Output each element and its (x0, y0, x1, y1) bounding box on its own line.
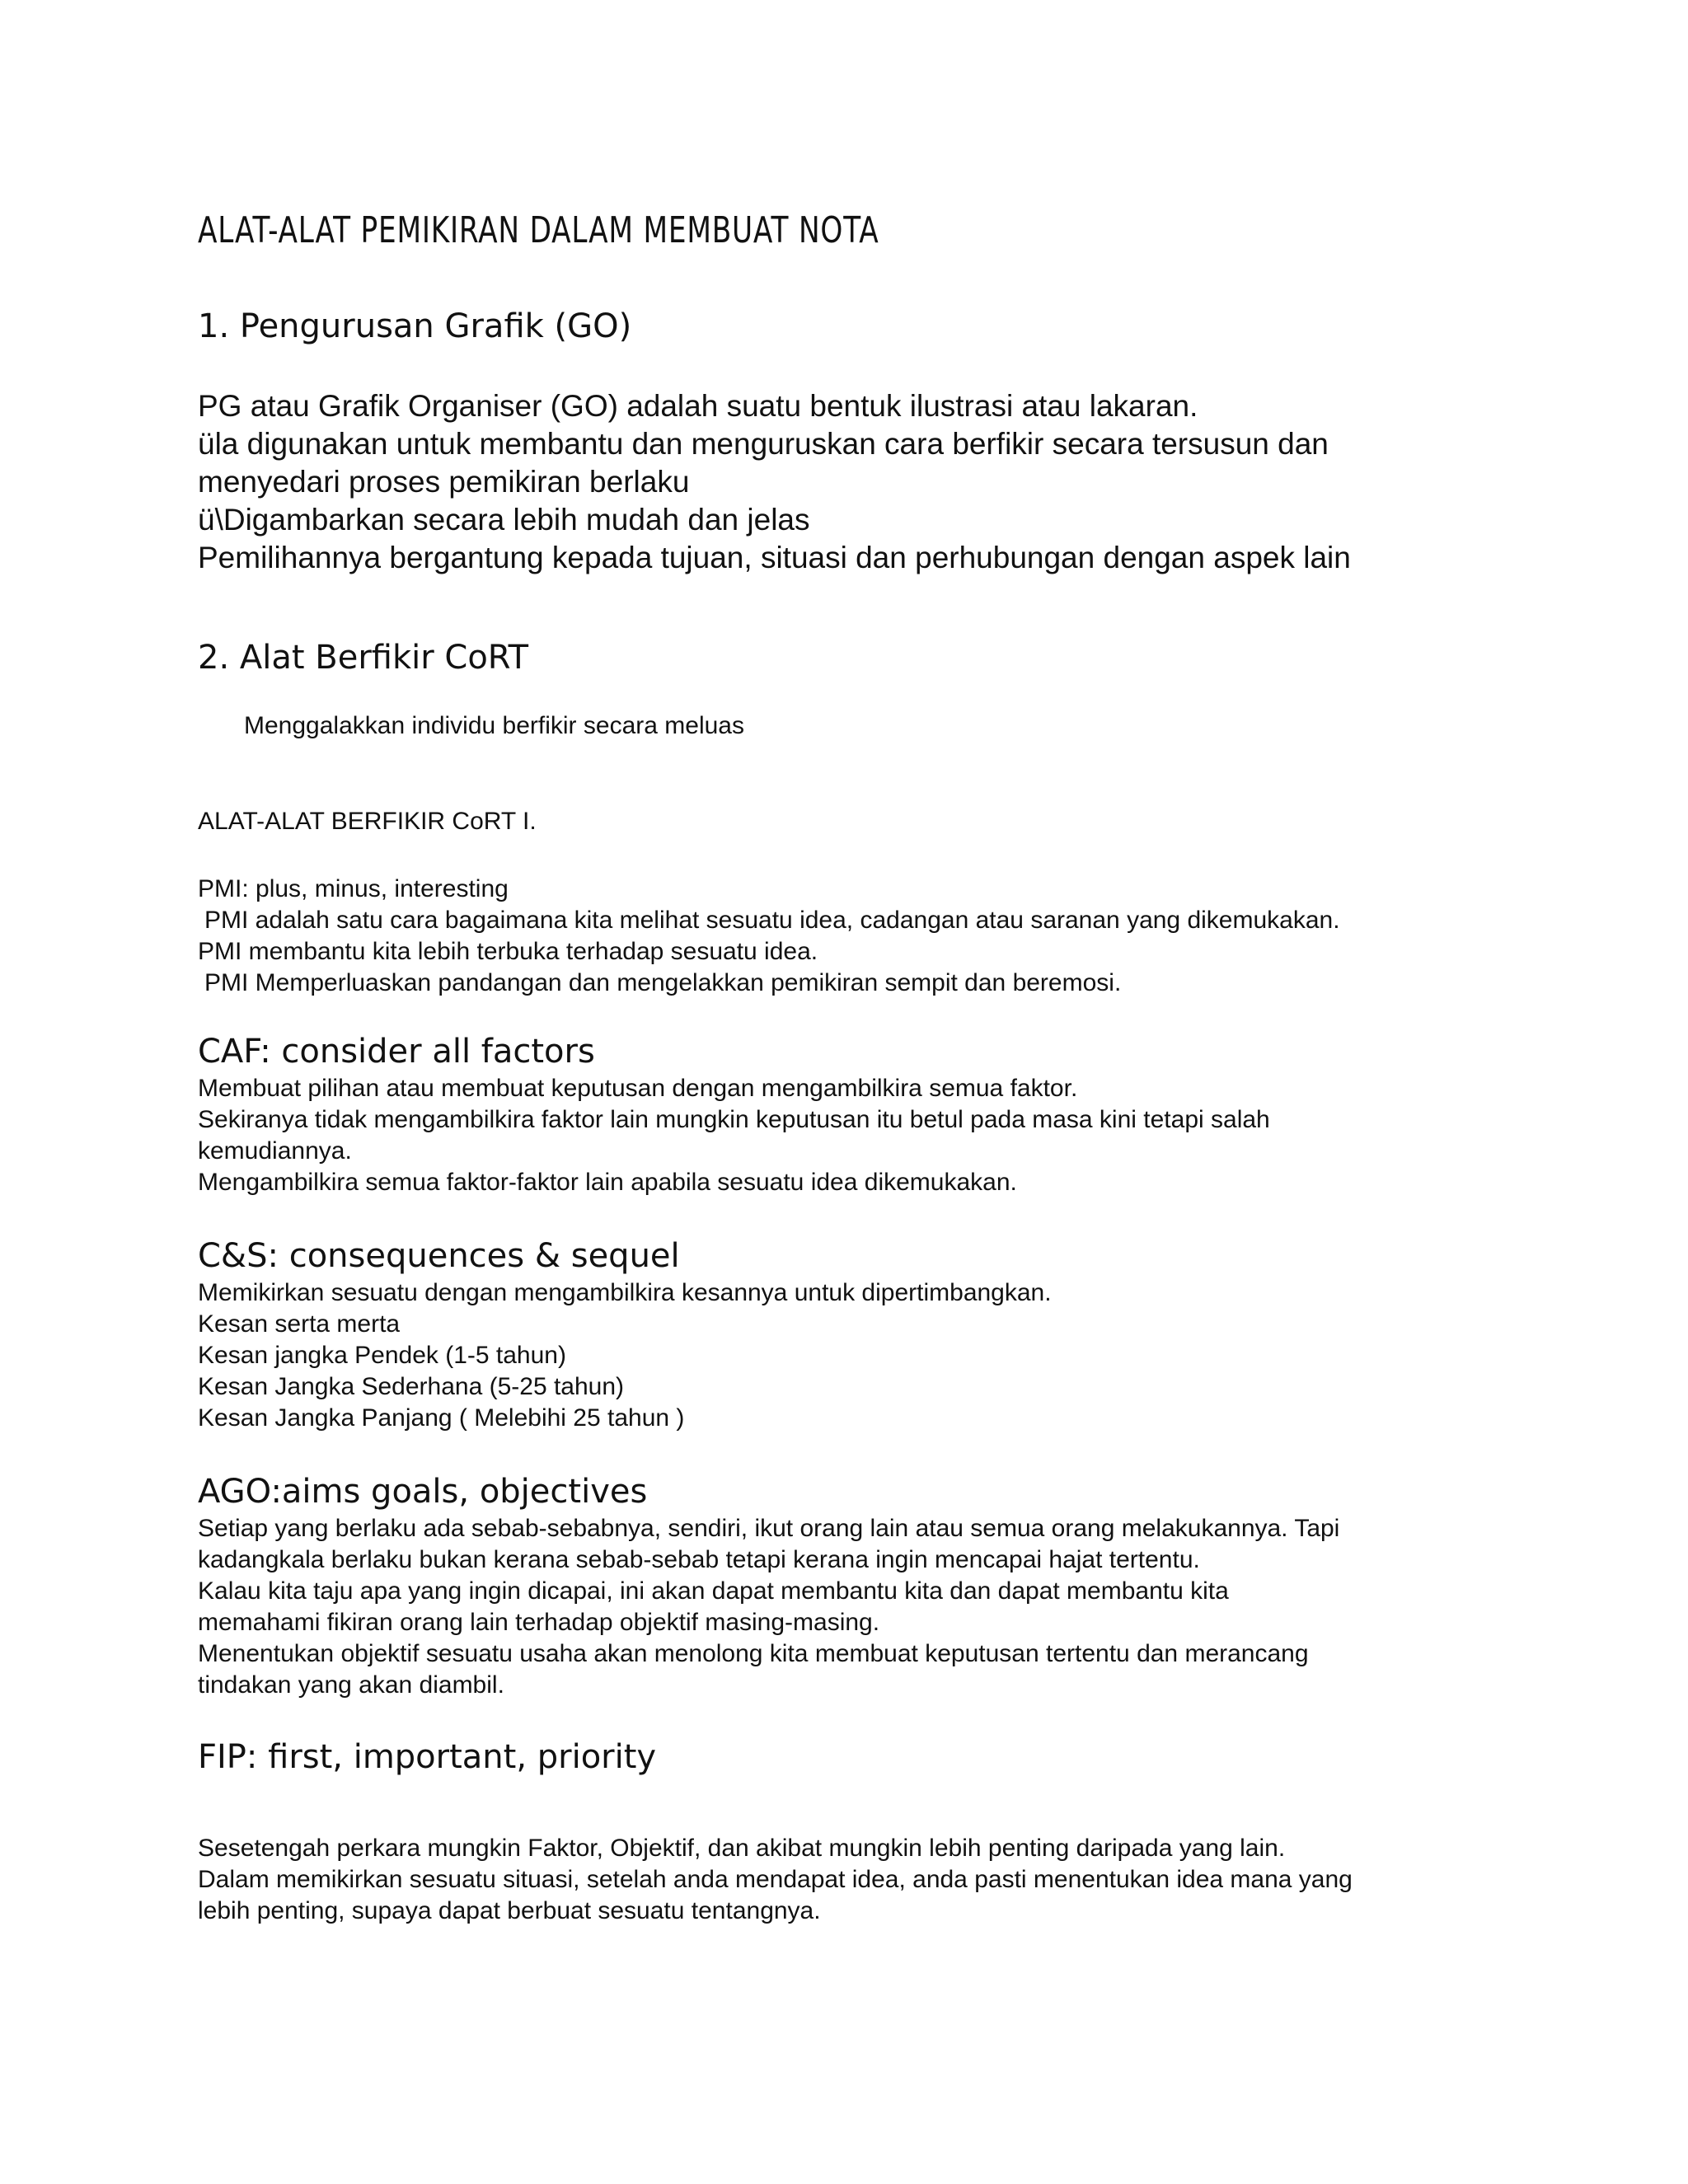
caf-heading: CAF: consider all factors (198, 1033, 595, 1071)
caf-line: Sekiranya tidak mengambilkira faktor lain mungkin keputusan itu betul pada masa kini tetapi salah (198, 1106, 1270, 1133)
caf-line: kemudiannya. (198, 1137, 352, 1165)
fip-line: Sesetengah perkara mungkin Faktor, Objektif, dan akibat mungkin lebih penting daripada yang lain. (198, 1835, 1286, 1862)
pmi-line: PMI adalah satu cara bagaimana kita melihat sesuatu idea, cadangan atau saranan yang dikemukakan. (204, 907, 1340, 934)
cs-line: Kesan Jangka Sederhana (5-25 tahun) (198, 1373, 625, 1400)
ago-line: tindakan yang akan diambil. (198, 1671, 504, 1699)
section-1-line: Pemilihannya bergantung kepada tujuan, situasi dan perhubungan dengan aspek lain (198, 541, 1351, 574)
cs-body (198, 1277, 1517, 1434)
section-1-line: PG atau Grafik Organiser (GO) adalah suatu bentuk ilustrasi atau lakaran. (198, 389, 1198, 423)
pmi-block (198, 874, 1517, 999)
ago-line: Menentukan objektif sesuatu usaha akan menolong kita membuat keputusan tertentu dan merancang (198, 1640, 1309, 1667)
section-1-heading: 1. Pengurusan Grafik (GO) (198, 307, 632, 345)
pmi-label: PMI: plus, minus, interesting (198, 875, 509, 902)
fip-line: Dalam memikirkan sesuatu situasi, setelah anda mendapat idea, anda pasti menentukan idea mana yang (198, 1866, 1353, 1893)
ago-line: kadangkala berlaku bukan kerana sebab-sebab tetapi kerana ingin mencapai hajat tertentu. (198, 1546, 1200, 1573)
cort-subtitle: ALAT-ALAT BERFIKIR CoRT I. (198, 808, 537, 835)
document-title: ALAT-ALAT PEMIKIRAN DALAM MEMBUAT NOTA (198, 209, 879, 251)
ago-body (198, 1513, 1517, 1701)
cs-heading: C&S: consequences & sequel (198, 1237, 680, 1275)
caf-body (198, 1073, 1517, 1198)
section-1-line: ü\Digambarkan secara lebih mudah dan jelas (198, 503, 810, 537)
fip-body (198, 1833, 1517, 1927)
section-2-heading: 2. Alat Berfikir CoRT (198, 639, 529, 677)
ago-line: memahami fikiran orang lain terhadap objektif masing-masing. (198, 1609, 880, 1636)
section-1-line: üla digunakan untuk membantu dan menguruskan cara berfikir secara tersusun dan (198, 427, 1329, 461)
cs-line: Kesan Jangka Panjang ( Melebihi 25 tahun ) (198, 1404, 685, 1432)
section-1-body (198, 387, 1517, 577)
section-2-intro: Menggalakkan individu berfikir secara meluas (244, 712, 744, 739)
caf-line: Mengambilkira semua faktor-faktor lain apabila sesuatu idea dikemukakan. (198, 1169, 1017, 1196)
cs-line: Memikirkan sesuatu dengan mengambilkira kesannya untuk dipertimbangkan. (198, 1279, 1052, 1306)
section-1-line: menyedari proses pemikiran berlaku (198, 465, 690, 499)
cs-line: Kesan jangka Pendek (1-5 tahun) (198, 1342, 566, 1369)
ago-heading: AGO:aims goals, objectives (198, 1473, 648, 1511)
ago-line: Kalau kita taju apa yang ingin dicapai, ini akan dapat membantu kita dan dapat membantu kita (198, 1577, 1229, 1605)
ago-line: Setiap yang berlaku ada sebab-sebabnya, sendiri, ikut orang lain atau semua orang melakukannya. Tapi (198, 1515, 1340, 1542)
pmi-line: PMI membantu kita lebih terbuka terhadap sesuatu idea. (198, 938, 818, 965)
fip-line: lebih penting, supaya dapat berbuat sesuatu tentangnya. (198, 1897, 821, 1924)
caf-line: Membuat pilihan atau membuat keputusan dengan mengambilkira semua faktor. (198, 1075, 1078, 1102)
fip-heading: FIP: first, important, priority (198, 1738, 657, 1776)
cs-line: Kesan serta merta (198, 1310, 401, 1338)
pmi-line: PMI Memperluaskan pandangan dan mengelakkan pemikiran sempit dan beremosi. (204, 969, 1122, 996)
